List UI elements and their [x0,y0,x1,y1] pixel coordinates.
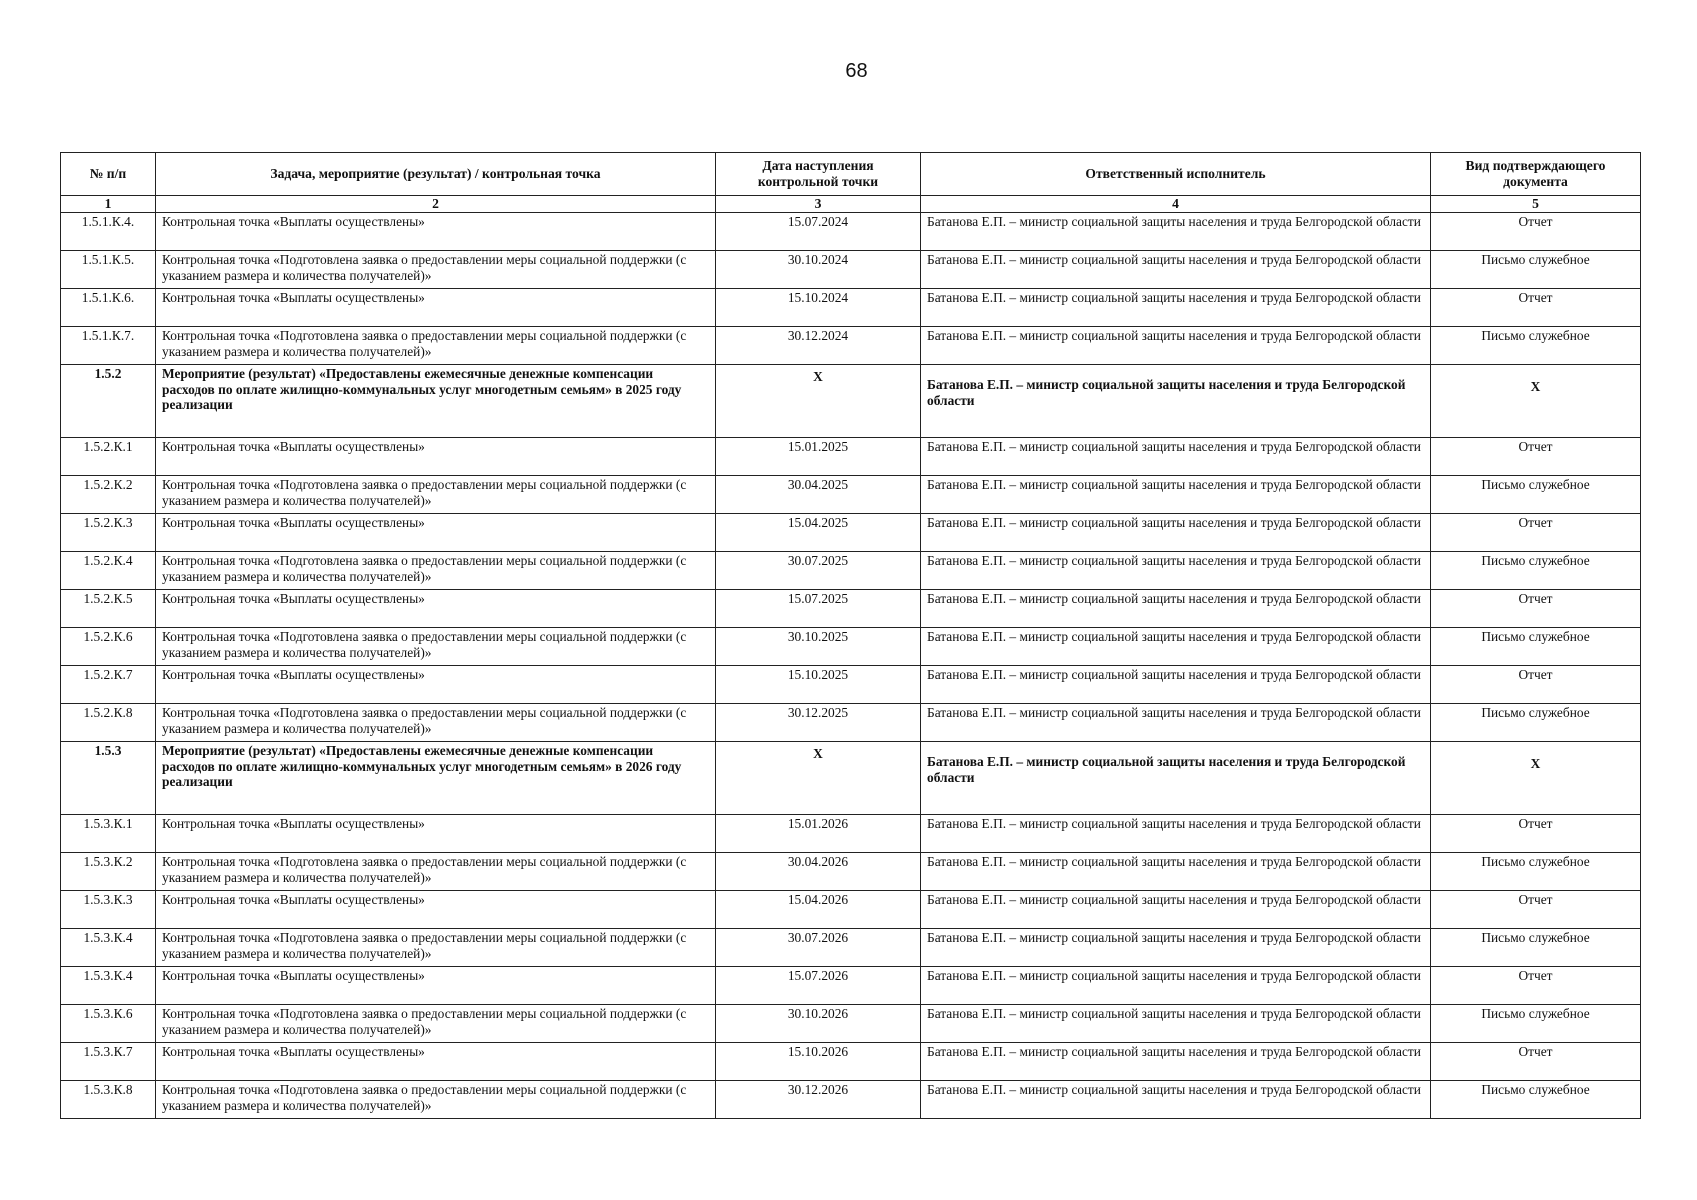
row-document-type: Отчет [1431,967,1641,1005]
row-executor: Батанова Е.П. – министр социальной защиты населения и труда Белгородской области [921,552,1431,590]
row-executor: Батанова Е.П. – министр социальной защиты населения и труда Белгородской области [921,438,1431,476]
row-task: Контрольная точка «Подготовлена заявка о предоставлении меры социальной поддержки (с указанием размера и количества получателей)» [156,853,716,891]
row-date: 30.10.2024 [716,251,921,289]
row-date: 15.04.2025 [716,514,921,552]
row-number: 1.5.2.К.8 [61,704,156,742]
row-task: Контрольная точка «Выплаты осуществлены» [156,213,716,251]
row-date: X [716,742,921,815]
row-task: Контрольная точка «Выплаты осуществлены» [156,289,716,327]
row-document-type: Отчет [1431,514,1641,552]
header-date: Дата наступления контрольной точки [716,153,921,196]
column-number: 5 [1431,196,1641,213]
row-date: 30.10.2025 [716,628,921,666]
row-executor: Батанова Е.П. – министр социальной защиты населения и труда Белгородской области [921,327,1431,365]
row-document-type: Отчет [1431,289,1641,327]
row-number: 1.5.3.К.8 [61,1081,156,1119]
row-document-type: X [1431,742,1641,815]
row-date: 15.07.2026 [716,967,921,1005]
row-number: 1.5.2.К.4 [61,552,156,590]
row-number: 1.5.2.К.6 [61,628,156,666]
row-number: 1.5.3.К.1 [61,815,156,853]
row-document-type: Письмо служебное [1431,327,1641,365]
table-header [61,153,1641,213]
table-row [61,213,1641,251]
row-date: 30.07.2025 [716,552,921,590]
row-date: 15.07.2025 [716,590,921,628]
row-number: 1.5.1.К.6. [61,289,156,327]
row-executor: Батанова Е.П. – министр социальной защиты населения и труда Белгородской области [921,815,1431,853]
row-executor: Батанова Е.П. – министр социальной защиты населения и труда Белгородской области [921,1005,1431,1043]
row-executor: Батанова Е.П. – министр социальной защиты населения и труда Белгородской области [921,213,1431,251]
row-number: 1.5.2.К.2 [61,476,156,514]
header-executor: Ответственный исполнитель [921,153,1431,196]
row-date: 30.12.2025 [716,704,921,742]
row-number: 1.5.3.К.4 [61,929,156,967]
row-executor: Батанова Е.П. – министр социальной защиты населения и труда Белгородской области [921,853,1431,891]
row-date: 15.10.2026 [716,1043,921,1081]
table-row [61,1081,1641,1119]
row-document-type: Письмо служебное [1431,476,1641,514]
row-date: 15.04.2026 [716,891,921,929]
row-number: 1.5.3.К.3 [61,891,156,929]
column-number: 1 [61,196,156,213]
header-row [61,153,1641,196]
row-task: Контрольная точка «Подготовлена заявка о предоставлении меры социальной поддержки (с указанием размера и количества получателей)» [156,704,716,742]
page-number: 68 [845,60,868,82]
table-row [61,552,1641,590]
table-row [61,967,1641,1005]
row-task: Контрольная точка «Выплаты осуществлены» [156,590,716,628]
column-number-row [61,196,1641,213]
row-number: 1.5.2 [61,365,156,438]
event-row [61,742,1641,815]
row-number: 1.5.2.К.5 [61,590,156,628]
table-row [61,590,1641,628]
row-number: 1.5.3.К.6 [61,1005,156,1043]
row-task: Контрольная точка «Подготовлена заявка о предоставлении меры социальной поддержки (с указанием размера и количества получателей)» [156,476,716,514]
row-date: 15.01.2026 [716,815,921,853]
row-executor: Батанова Е.П. – министр социальной защиты населения и труда Белгородской области [921,514,1431,552]
row-number: 1.5.2.К.1 [61,438,156,476]
table-row [61,514,1641,552]
row-task: Контрольная точка «Выплаты осуществлены» [156,815,716,853]
table-row [61,1043,1641,1081]
row-executor: Батанова Е.П. – министр социальной защиты населения и труда Белгородской области [921,666,1431,704]
row-document-type: Письмо служебное [1431,704,1641,742]
column-number: 2 [156,196,716,213]
row-task: Контрольная точка «Выплаты осуществлены» [156,666,716,704]
row-task: Контрольная точка «Подготовлена заявка о предоставлении меры социальной поддержки (с указанием размера и количества получателей)» [156,1081,716,1119]
row-executor: Батанова Е.П. – министр социальной защиты населения и труда Белгородской области [921,704,1431,742]
row-number: 1.5.3.К.2 [61,853,156,891]
row-document-type: Отчет [1431,213,1641,251]
row-document-type: Письмо служебное [1431,251,1641,289]
row-date: 30.04.2026 [716,853,921,891]
row-executor: Батанова Е.П. – министр социальной защиты населения и труда Белгородской области [921,628,1431,666]
row-document-type: Отчет [1431,666,1641,704]
row-number: 1.5.1.К.4. [61,213,156,251]
table-row [61,1005,1641,1043]
row-task: Контрольная точка «Подготовлена заявка о предоставлении меры социальной поддержки (с указанием размера и количества получателей)» [156,929,716,967]
row-number: 1.5.3.К.7 [61,1043,156,1081]
row-date: 15.01.2025 [716,438,921,476]
row-document-type: Письмо служебное [1431,628,1641,666]
row-document-type: Письмо служебное [1431,552,1641,590]
row-executor: Батанова Е.П. – министр социальной защиты населения и труда Белгородской области [921,251,1431,289]
table-row [61,853,1641,891]
row-document-type: Отчет [1431,1043,1641,1081]
table-body [61,213,1641,1119]
row-executor: Батанова Е.П. – министр социальной защиты населения и труда Белгородской области [921,742,1431,815]
row-number: 1.5.1.К.7. [61,327,156,365]
row-date: 15.07.2024 [716,213,921,251]
table-row [61,251,1641,289]
row-task: Контрольная точка «Подготовлена заявка о предоставлении меры социальной поддержки (с указанием размера и количества получателей)» [156,1005,716,1043]
table-row [61,289,1641,327]
row-task: Контрольная точка «Подготовлена заявка о предоставлении меры социальной поддержки (с указанием размера и количества получателей)» [156,552,716,590]
row-task: Мероприятие (результат) «Предоставлены ежемесячные денежные компенсации расходов по оплате жилищно-коммунальных услуг многодетным семьям» в 2026 году реализации [156,742,716,815]
row-executor: Батанова Е.П. – министр социальной защиты населения и труда Белгородской области [921,967,1431,1005]
row-date: 30.12.2026 [716,1081,921,1119]
row-executor: Батанова Е.П. – министр социальной защиты населения и труда Белгородской области [921,289,1431,327]
row-document-type: Письмо служебное [1431,1005,1641,1043]
row-task: Контрольная точка «Выплаты осуществлены» [156,514,716,552]
plan-table [60,152,1641,1119]
table-row [61,666,1641,704]
row-document-type: Отчет [1431,590,1641,628]
header-task: Задача, мероприятие (результат) / контрольная точка [156,153,716,196]
row-task: Контрольная точка «Выплаты осуществлены» [156,438,716,476]
row-date: 30.04.2025 [716,476,921,514]
row-executor: Батанова Е.П. – министр социальной защиты населения и труда Белгородской области [921,1043,1431,1081]
row-number: 1.5.2.К.7 [61,666,156,704]
row-date: X [716,365,921,438]
header-doc: Вид подтверждающего документа [1431,153,1641,196]
row-executor: Батанова Е.П. – министр социальной защиты населения и труда Белгородской области [921,891,1431,929]
row-executor: Батанова Е.П. – министр социальной защиты населения и труда Белгородской области [921,365,1431,438]
row-executor: Батанова Е.П. – министр социальной защиты населения и труда Белгородской области [921,590,1431,628]
row-task: Контрольная точка «Подготовлена заявка о предоставлении меры социальной поддержки (с указанием размера и количества получателей)» [156,251,716,289]
row-task: Контрольная точка «Подготовлена заявка о предоставлении меры социальной поддержки (с указанием размера и количества получателей)» [156,327,716,365]
table-row [61,438,1641,476]
row-number: 1.5.3.К.4 [61,967,156,1005]
table-row [61,704,1641,742]
row-executor: Батанова Е.П. – министр социальной защиты населения и труда Белгородской области [921,476,1431,514]
row-task: Контрольная точка «Выплаты осуществлены» [156,891,716,929]
row-task: Мероприятие (результат) «Предоставлены ежемесячные денежные компенсации расходов по оплате жилищно-коммунальных услуг многодетным семьям» в 2025 году реализации [156,365,716,438]
row-date: 30.12.2024 [716,327,921,365]
row-number: 1.5.1.К.5. [61,251,156,289]
row-task: Контрольная точка «Выплаты осуществлены» [156,1043,716,1081]
table-row [61,891,1641,929]
row-document-type: Отчет [1431,891,1641,929]
row-date: 30.10.2026 [716,1005,921,1043]
row-date: 15.10.2024 [716,289,921,327]
table-row [61,929,1641,967]
row-document-type: Отчет [1431,815,1641,853]
table-row [61,327,1641,365]
row-executor: Батанова Е.П. – министр социальной защиты населения и труда Белгородской области [921,929,1431,967]
row-document-type: X [1431,365,1641,438]
row-date: 30.07.2026 [716,929,921,967]
row-executor: Батанова Е.П. – министр социальной защиты населения и труда Белгородской области [921,1081,1431,1119]
row-document-type: Письмо служебное [1431,929,1641,967]
row-task: Контрольная точка «Выплаты осуществлены» [156,967,716,1005]
row-document-type: Отчет [1431,438,1641,476]
table-row [61,628,1641,666]
row-date: 15.10.2025 [716,666,921,704]
column-number: 4 [921,196,1431,213]
row-document-type: Письмо служебное [1431,1081,1641,1119]
table-row [61,476,1641,514]
row-task: Контрольная точка «Подготовлена заявка о предоставлении меры социальной поддержки (с указанием размера и количества получателей)» [156,628,716,666]
header-num: № п/п [61,153,156,196]
event-row [61,365,1641,438]
row-number: 1.5.3 [61,742,156,815]
table-row [61,815,1641,853]
row-number: 1.5.2.К.3 [61,514,156,552]
row-document-type: Письмо служебное [1431,853,1641,891]
column-number: 3 [716,196,921,213]
